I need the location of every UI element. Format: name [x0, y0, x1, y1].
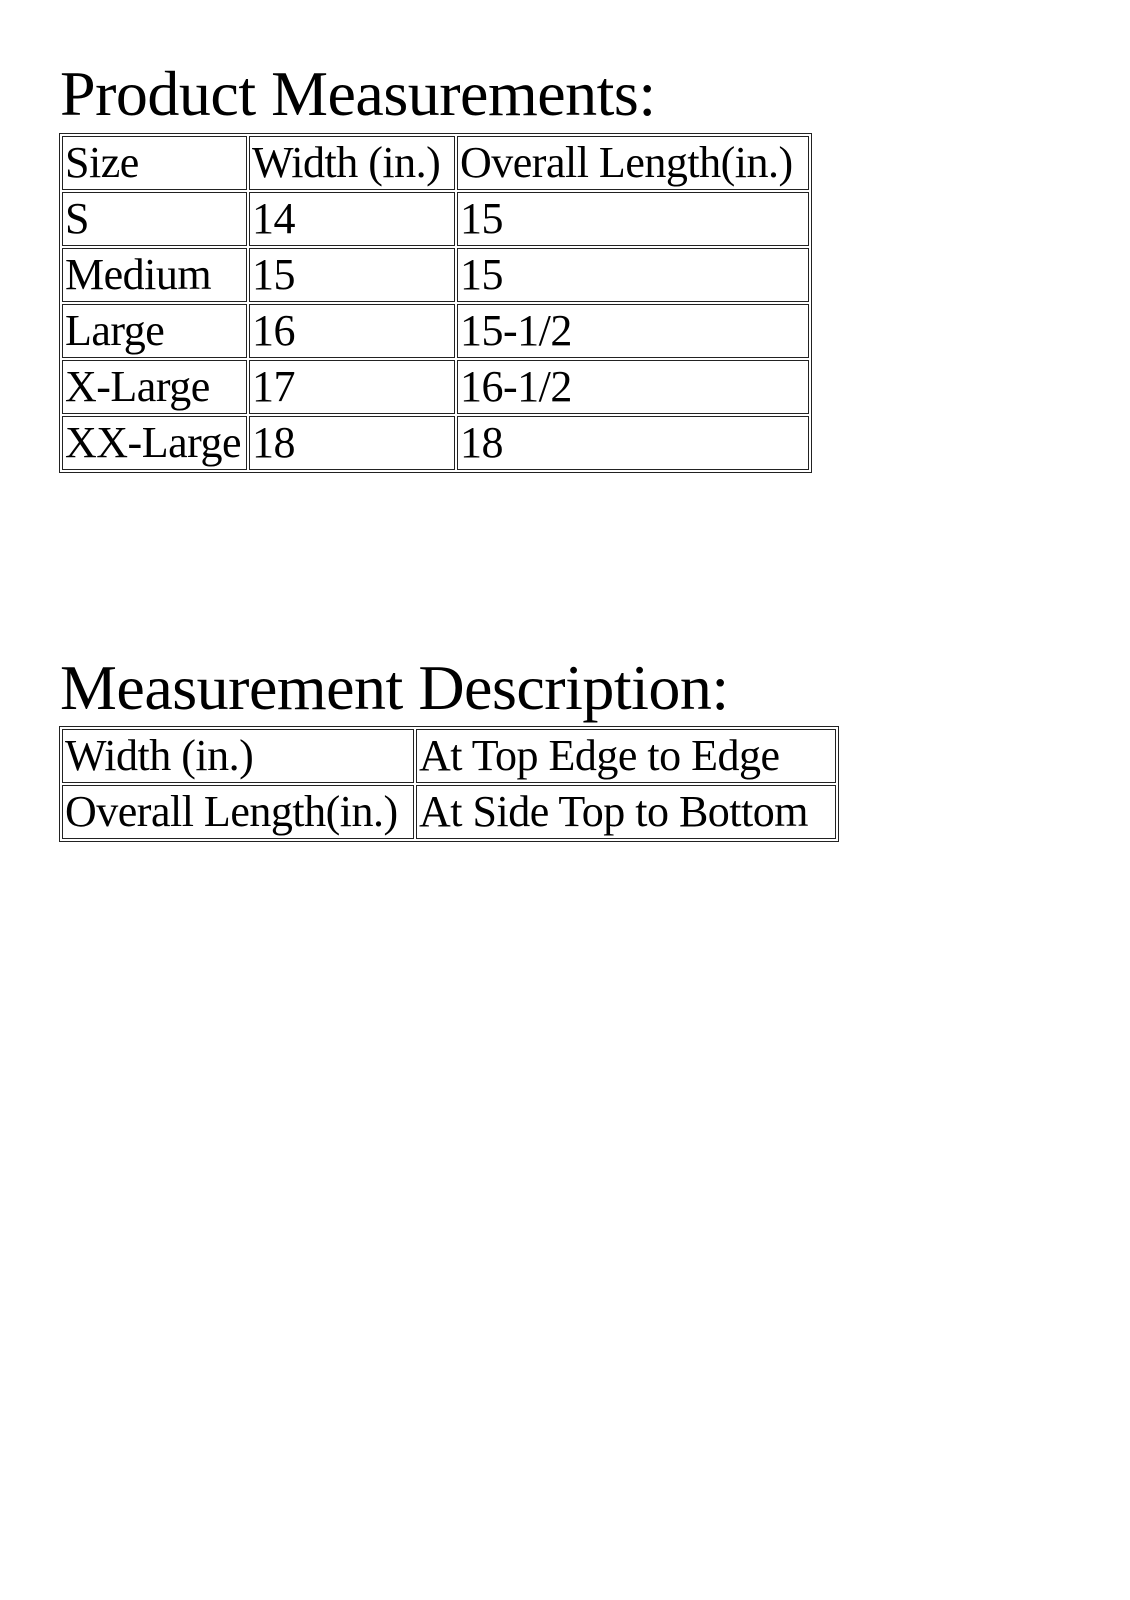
length-cell: 15 [457, 192, 809, 246]
header-size: Size [62, 136, 247, 190]
table-row [62, 416, 809, 470]
width-cell: 17 [249, 360, 455, 414]
width-cell: 15 [249, 248, 455, 302]
size-cell: X-Large [62, 360, 247, 414]
measurement-name-cell: Overall Length(in.) [62, 785, 414, 839]
product-measurements-title: Product Measurements: [60, 58, 656, 129]
width-cell: 18 [249, 416, 455, 470]
table-row [62, 785, 836, 839]
length-cell: 18 [457, 416, 809, 470]
table-header-row [62, 136, 809, 190]
length-cell: 15-1/2 [457, 304, 809, 358]
length-cell: 15 [457, 248, 809, 302]
measurement-method-cell: At Side Top to Bottom [416, 785, 836, 839]
table-row [62, 729, 836, 783]
size-cell: XX-Large [62, 416, 247, 470]
product-measurements-table [59, 133, 812, 473]
measurement-description-title: Measurement Description: [60, 652, 729, 723]
length-cell: 16-1/2 [457, 360, 809, 414]
table-row [62, 304, 809, 358]
size-cell: Large [62, 304, 247, 358]
header-width: Width (in.) [249, 136, 455, 190]
size-cell: S [62, 192, 247, 246]
width-cell: 14 [249, 192, 455, 246]
measurement-method-cell: At Top Edge to Edge [416, 729, 836, 783]
table-row [62, 248, 809, 302]
header-overall-length: Overall Length(in.) [457, 136, 809, 190]
measurement-name-cell: Width (in.) [62, 729, 414, 783]
size-cell: Medium [62, 248, 247, 302]
table-row [62, 360, 809, 414]
table-row [62, 192, 809, 246]
measurement-description-table [59, 726, 839, 842]
width-cell: 16 [249, 304, 455, 358]
